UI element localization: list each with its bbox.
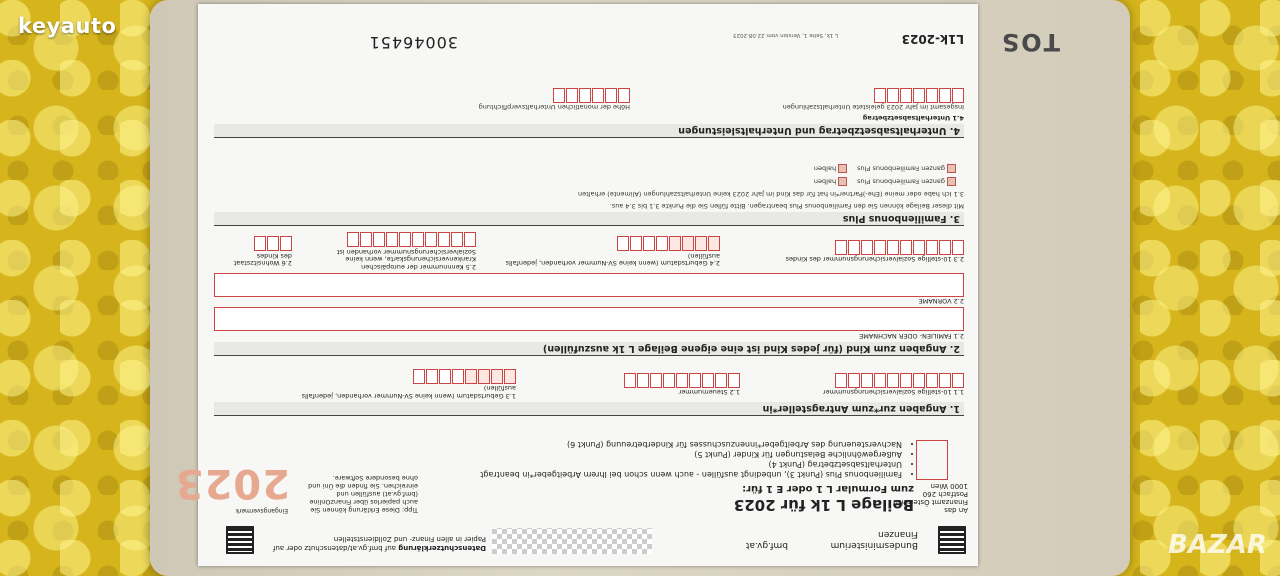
- watermark-bottom: BAZAR: [1168, 530, 1267, 560]
- qr-code-icon: [228, 528, 252, 552]
- checkbox[interactable]: [947, 164, 956, 173]
- field-label: Höhe der monatlichen Unterhaltsverpflichtung: [478, 103, 630, 112]
- field-label: 1.2 Steuernummer: [678, 388, 740, 397]
- tablet-brand-logo: TOS: [999, 28, 1061, 56]
- document-number: 30046451: [368, 33, 458, 52]
- address-stamp-box: [916, 440, 948, 480]
- section-title: 4. Unterhaltsabsetzbetrag und Unterhaltsleistungen: [214, 124, 964, 138]
- privacy-title: Datenschutzerklärung: [398, 544, 486, 552]
- option-label: halben: [813, 177, 837, 186]
- field-label: Insgesamt im Jahr 2023 geleistete Unterhaltszahlungen: [782, 103, 964, 112]
- maintenance-fields: [214, 88, 964, 111]
- checkbox[interactable]: [947, 177, 956, 186]
- ehic-input[interactable]: [296, 233, 476, 248]
- privacy-text: auf bmf.gv.at/datenschutz oder auf Papier in allen Finanz- und Zolldienststellen: [272, 535, 486, 552]
- purpose-item: • Nachversteuerung des Arbeitgeber*innenzuschusses für Kinderbetreuung (Punkt 6): [434, 439, 902, 449]
- field-label: 1.3 Geburtsdatum (wenn keine SV-Nummer vorhanden, jedenfalls ausfüllen): [301, 384, 516, 400]
- address-text: An das Finanzamt Österreich Postfach 260 1000 Wien: [893, 482, 968, 514]
- form-title-block: [434, 439, 914, 514]
- residence-country-input[interactable]: [222, 236, 292, 251]
- purpose-item: • Außergewöhnliche Belastungen für Kinder (Punkt 5): [434, 449, 902, 459]
- tax-number-input[interactable]: [520, 373, 740, 388]
- section-family-bonus: [214, 164, 964, 226]
- option-label: halben: [813, 164, 837, 173]
- tax-form-paper: [174, 4, 978, 566]
- form-content-rotated: [174, 4, 978, 566]
- option-label: ganzen Familienbonus Plus: [857, 177, 945, 186]
- bonus-options: [214, 164, 964, 173]
- child-firstname-input[interactable]: [214, 273, 964, 297]
- section-title: 3. Familienbonus Plus: [214, 212, 964, 226]
- ministry-website: bmf.gv.at: [745, 540, 788, 550]
- child-svnr-input[interactable]: [724, 240, 964, 255]
- form-footer: L 1k, Seite 1, Version vom 22.08.2023: [733, 32, 838, 38]
- section-title: 1. Angaben zur*zum Antragsteller*in: [214, 402, 964, 416]
- applicant-fields: [214, 369, 964, 399]
- option-label: ganzen Familienbonus Plus: [857, 164, 945, 173]
- form-id: L1k-2023: [901, 32, 964, 46]
- section-child: [214, 233, 964, 357]
- monthly-obligation-input[interactable]: [300, 88, 630, 103]
- purpose-list: [434, 439, 914, 479]
- form-title: Beilage L 1k für 2023: [733, 496, 914, 514]
- field-label: 2.6 Wohnsitzstaat des Kindes: [233, 251, 292, 268]
- birthdate-input[interactable]: [296, 369, 516, 384]
- bonus-options: [214, 177, 964, 186]
- checkbox[interactable]: [838, 164, 847, 173]
- privacy-note: [266, 534, 486, 552]
- section-title: 2. Angaben zum Kind (für jedes Kind ist eine eigene Beilage L 1k auszufüllen): [214, 342, 964, 356]
- child-id-fields: [214, 233, 964, 271]
- form-year: 2023: [174, 460, 290, 506]
- section-applicant: [214, 369, 964, 416]
- field-label: 4.1 Unterhaltsabsetzbetrag: [862, 114, 964, 122]
- field-label: 2.2 VORNAME: [918, 297, 964, 306]
- qr-code-icon: [940, 528, 964, 552]
- form-subtitle: zum Formular L 1 oder E 1 für:: [742, 483, 914, 494]
- section-text: 3.1 Ich habe oder meine (Ehe-)Partner*in hat für das Kind im Jahr 2023 keine Unterhaltszahlungen (Alimente) erhalten: [578, 190, 964, 199]
- address-block: [893, 424, 968, 514]
- field-label: 2.4 Geburtsdatum (wenn keine SV-Nummer vorhanden, jedenfalls ausfüllen): [505, 251, 720, 268]
- field-label: 2.1 FAMILIEN- ODER NACHNAME: [859, 332, 964, 340]
- purpose-item: • Familienbonus Plus (Punkt 3), unbedingt ausfüllen - auch wenn schon bei Ihrem Arbeitgeber*in beantragt: [434, 469, 902, 479]
- maintenance-amount-input[interactable]: [634, 88, 964, 103]
- watermark-top: keyauto: [18, 14, 117, 38]
- field-label: 2.3 10-stellige Sozialversicherungsnummer des Kindes: [785, 255, 964, 264]
- checkbox[interactable]: [838, 177, 847, 186]
- ministry-name: Bundesministerium Finanzen: [830, 529, 918, 550]
- field-label: 1.1 10-stellige Sozialversicherungsnummer: [822, 388, 964, 397]
- tip-text: Tipp: Diese Erklärung können Sie auch papierlos über FinanzOnline (bmf.gv.at) ausfüllen und einreichen. Sie finden die Üni und ohne besondere Software.: [308, 474, 418, 514]
- svnr-input[interactable]: [744, 373, 964, 388]
- form-header: [214, 516, 964, 556]
- section-maintenance: [214, 88, 964, 138]
- child-lastname-input[interactable]: [214, 308, 964, 332]
- field-label: 2.5 Kennnummer der europäischen Krankenversicherungskarte, wenn keine Sozialversicherungsnummer vorhanden ist: [336, 248, 476, 271]
- section-text: Mit dieser Beilage können Sie den Familienbonus Plus beantragen. Bitte füllen Sie die Punkte 3.1 bis 3.4 aus.: [609, 202, 964, 210]
- purpose-item: • Unterhaltsabsetzbetrag (Punkt 4): [434, 459, 902, 469]
- child-birthdate-input[interactable]: [480, 236, 720, 251]
- receipt-stamp-label: Eingangsvermerk: [235, 507, 288, 514]
- barcode-pattern: [492, 528, 652, 554]
